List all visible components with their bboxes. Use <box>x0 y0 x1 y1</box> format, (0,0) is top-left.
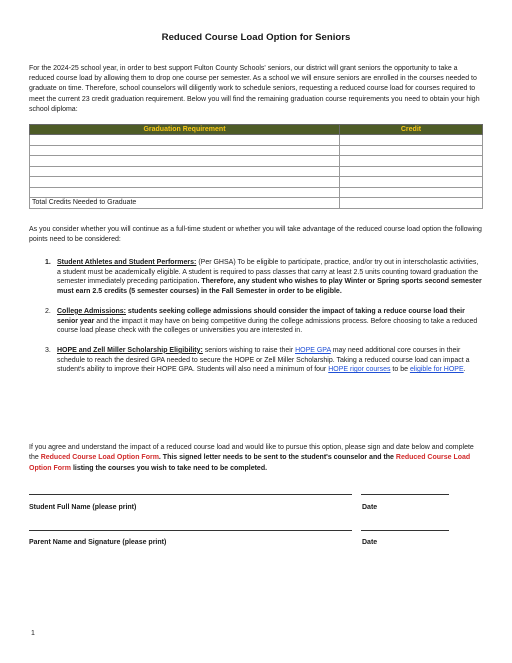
intro-paragraph: For the 2024-25 school year, in order to best support Fulton County Schools' seniors, our district will grant seniors the opportunity to take a reduced course load by allowing them to drop one course per semester. As a school we will ensure seniors are enrolled in the courses needed to graduate on time. Therefore, school counselors will diligently work to schedule seniors, requesting a reduced course load for courses required to meet the current 23 credit graduation requirement. Below you will find the remaining graduation course requirements you need to obtain your high school diploma: <box>29 65 480 113</box>
credit-cell[interactable] <box>340 145 483 156</box>
total-credits-value[interactable] <box>340 198 483 209</box>
list-number: 2. <box>45 307 51 315</box>
point-text: . <box>463 366 466 374</box>
agreement-paragraph <box>29 443 483 474</box>
list-number: 1. <box>45 259 51 266</box>
credit-cell[interactable] <box>340 166 483 177</box>
table-row <box>30 166 483 177</box>
eligible-for-hope-link[interactable]: eligible for HOPE <box>409 366 464 374</box>
credit-cell[interactable] <box>340 156 483 167</box>
table-row <box>30 135 483 146</box>
credit-cell[interactable] <box>340 177 483 188</box>
point-heading: College Admissions: <box>57 307 126 315</box>
requirement-cell[interactable] <box>30 177 340 188</box>
list-item-student-athletes <box>29 258 483 297</box>
parent-date-label: Date <box>362 539 378 546</box>
header-credit: Credit <box>340 125 483 135</box>
parent-date-line[interactable] <box>361 530 449 531</box>
considerations-paragraph: As you consider whether you will continue as a full-time student or whether you will take advantage of the reduced course load option the following points need to be considered: <box>29 226 482 244</box>
table-row <box>30 156 483 167</box>
header-graduation-requirement: Graduation Requirement <box>30 125 340 135</box>
requirement-cell[interactable] <box>30 187 340 198</box>
form-name-highlight: Reduced Course Load Option Form <box>40 454 159 462</box>
student-date-line[interactable] <box>361 494 449 495</box>
student-date-label: Date <box>362 504 378 511</box>
considerations-list <box>29 258 483 375</box>
point-text: and the impact it may have on being competitive during the college admissions process. Before choosing to take a reduced course load please check with the colleges or universities you are interested in. <box>57 317 478 335</box>
point-heading: Student Athletes and Student Performers: <box>57 259 197 266</box>
form-name-highlight: Reduced Course Load Option Form <box>29 454 471 472</box>
page-number: 1 <box>31 630 35 637</box>
point-text: may need additional core courses in their schedule to reach the desired GPA needed to secure the HOPE or Zell Miller Scholarship. Taking a reduced course load can impact a student's ability to improve their HOPE GPA. Students will also need a minimum of four <box>57 346 470 374</box>
list-item-college-admissions <box>29 307 483 336</box>
point-heading: HOPE and Zell Miller Scholarship Eligibility: <box>57 346 203 354</box>
credit-cell[interactable] <box>340 135 483 146</box>
student-name-line[interactable] <box>29 494 352 495</box>
total-row <box>30 198 483 209</box>
point-text: seniors wishing to raise their <box>202 346 296 354</box>
hope-gpa-link[interactable]: HOPE GPA <box>295 346 331 354</box>
list-number: 3. <box>45 346 51 354</box>
hope-rigor-courses-link[interactable]: HOPE rigor courses <box>328 366 391 374</box>
table-header-row <box>30 125 483 135</box>
point-bold-text: . Therefore, any student who wishes to play Winter or Spring sports second semester must earn 2.5 credits (5 semester courses) in the Fall Semester in order to be eligible. <box>57 278 482 296</box>
document-title: Reduced Course Load Option for Seniors <box>161 32 351 43</box>
student-name-label: Student Full Name (please print) <box>29 504 137 511</box>
table-row <box>30 187 483 198</box>
list-item-hope-scholarship <box>29 346 483 375</box>
requirement-cell[interactable] <box>30 156 340 167</box>
requirement-cell[interactable] <box>30 145 340 156</box>
point-text: (Per GHSA) To be eligible to participate, practice, and/or try out in interscholastic activities, a student must be academically eligible. A student is required to pass classes that carry at least 2.5 units counting toward graduation the semester immediately preceding participation <box>57 259 479 286</box>
credit-cell[interactable] <box>340 187 483 198</box>
point-text: to be <box>390 366 410 374</box>
agreement-bold-text: listing the courses you wish to take need to be completed. <box>71 464 268 472</box>
parent-signature-line[interactable] <box>29 530 352 531</box>
point-bold-text: students seeking college admissions should consider the impact of taking a reduce course load their senior year <box>57 307 465 325</box>
agreement-text: If you agree and understand the impact of a reduced course load and would like to pursue this option, please sign and date below and complete the <box>29 444 474 462</box>
graduation-requirements-table <box>29 124 483 209</box>
table-row <box>30 145 483 156</box>
requirement-cell[interactable] <box>30 135 340 146</box>
agreement-bold-text: . This signed letter needs to be sent to the student's counselor and the <box>158 454 396 462</box>
requirement-cell[interactable] <box>30 166 340 177</box>
total-credits-label: Total Credits Needed to Graduate <box>30 198 340 209</box>
parent-name-label: Parent Name and Signature (please print) <box>29 539 167 546</box>
table-row <box>30 177 483 188</box>
